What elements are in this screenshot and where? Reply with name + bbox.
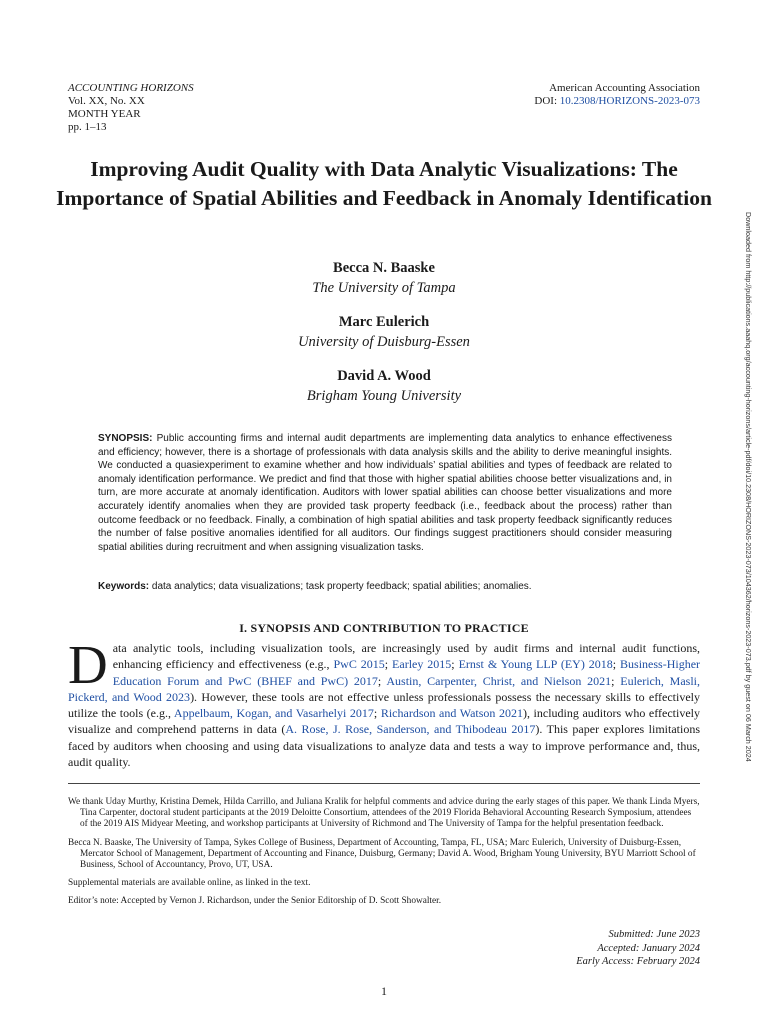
paper-title: Improving Audit Quality with Data Analytic Visualizations: The Importance of Spatial Abilities and Feedback in Anomaly Identification (56, 157, 712, 210)
citation-separator: ; (612, 657, 621, 672)
citation-separator: ; (451, 657, 459, 672)
publisher-name: American Accounting Association (549, 82, 700, 94)
citation-link[interactable]: Eulerich, Masli, Pickerd, and Wood 2023 (68, 673, 700, 704)
journal-name: ACCOUNTING HORIZONS (68, 82, 194, 94)
author-name: Becca N. Baaske (333, 260, 435, 276)
author-block-1 (0, 258, 768, 298)
citation-link[interactable]: Earley 2015 (392, 657, 452, 672)
citation-separator: ; (384, 657, 393, 672)
author-affiliation: The University of Tampa (312, 280, 456, 296)
author-name: Marc Eulerich (338, 314, 430, 330)
section-heading: I. SYNOPSIS AND CONTRIBUTION TO PRACTICE (239, 621, 529, 635)
doi-line (534, 95, 700, 108)
page-range: pp. 1–13 (68, 121, 107, 133)
keywords-label: Keywords: (98, 581, 150, 592)
volume-issue: Vol. XX, No. XX (68, 95, 145, 107)
intro-paragraph (68, 634, 701, 770)
journal-header (68, 82, 194, 134)
body-text: ), including auditors who effectively visualize and comprehend patterns in data ( (68, 706, 700, 737)
supplemental-note: Supplemental materials are available online, as linked in the text. (68, 878, 311, 889)
citation-link[interactable]: Austin, Carpenter, Christ, and Nielson 2021 (386, 673, 612, 688)
early-access-date: Early Access: February 2024 (576, 956, 700, 967)
page-number: 1 (381, 984, 387, 998)
publisher-header (534, 82, 700, 108)
citation-link[interactable]: Ernst & Young LLP (EY) 2018 (458, 657, 613, 672)
citation-link[interactable]: Business-Higher Education Forum and PwC (BHEF and PwC) 2017 (112, 657, 701, 688)
publication-dates (576, 928, 700, 969)
submitted-date: Submitted: June 2023 (608, 929, 700, 940)
body-text: ata analytic tools, including visualization tools, are increasingly used by audit firms and internal audit functions, enhancing efficiency and effectiveness (e.g., (112, 641, 700, 672)
author-affiliation: Brigham Young University (306, 388, 462, 404)
citation-separator: ; (611, 673, 621, 688)
download-sidebar (741, 212, 753, 812)
author-block-3 (0, 366, 768, 406)
author-affiliation: University of Duisburg-Essen (298, 334, 470, 350)
doi-link[interactable]: 10.2308/HORIZONS-2023-073 (559, 95, 700, 107)
synopsis-text: Public accounting firms and internal audit departments are implementing data analytics to enhance effectiveness and efficiency; however, there is a shortage of professionals with data analysis skills and the ability to derive meaningful insights. We conducted a quasiexperiment to examine whether and how individuals’ spatial abilities and types of feedback are related to anomaly identification performance. We predict and find that those with higher spatial abilities choose better visualizations and, in turn, are more accurate at anomaly identification. Auditors with lower spatial abilities can choose better visualizations and more accurately identify anomalies when they are provided task property feedback (i.e., feedback about the process) rather than outcome feedback or no feedback. Finally, a combination of high spatial abilities and task property feedback significantly reduces the number of false positive anomalies identified for all auditors. Our findings suggest practitioners should consider measuring spatial abilities during recruitment and when assigning visualization tasks. (98, 433, 672, 553)
keywords (98, 580, 672, 593)
body-text: ). This paper explores limitations faced by auditors when choosing and using data visualizations to analyze data and tests a way to improve performance and, thus, audit quality. (68, 722, 700, 770)
citation-separator: ; (377, 673, 387, 688)
synopsis-label: SYNOPSIS: (98, 433, 153, 444)
editor-note: Editor’s note: Accepted by Vernon J. Richardson, under the Senior Editorship of D. Scott Showalter. (68, 896, 442, 907)
citation-link[interactable]: PwC 2015 (333, 657, 385, 672)
doi-label: DOI: (534, 95, 560, 107)
synopsis (98, 432, 672, 554)
footnotes (68, 797, 700, 915)
citation-separator: ; (373, 706, 381, 721)
keywords-text: data analytics; data visualizations; task property feedback; spatial abilities; anomalies. (149, 581, 532, 592)
author-name: David A. Wood (337, 368, 431, 384)
month-year: MONTH YEAR (68, 108, 141, 120)
citation-link[interactable]: A. Rose, J. Rose, Sanderson, and Thibodeau 2017 (285, 722, 536, 737)
citation-link[interactable]: Appelbaum, Kogan, and Vasarhelyi 2017 (173, 706, 374, 721)
download-notice: Downloaded from http://publications.aaahq.org/accounting-horizons/article-pdf/doi/10.2308/HORIZONS-2023-073/104362/horizons-2023-073.pdf by guest on 06 March 2024 (744, 212, 753, 762)
footnote-divider (68, 783, 700, 784)
affiliations-note: Becca N. Baaske, The University of Tampa, Sykes College of Business, Department of Accounting, Tampa, FL, USA; Marc Eulerich, University of Duisburg-Essen, Mercator School of Management, Department of Accounting and Finance, Duisburg, Germany; David A. Wood, Brigham Young University, BYU Marriott School of Business, School of Accountancy, Provo, UT, USA. (68, 837, 696, 871)
acknowledgments-note: We thank Uday Murthy, Kristina Demek, Hilda Carrillo, and Juliana Kralik for helpful comments and advice during the early stages of this paper. We thank Linda Myers, Tina Carpenter, doctoral student participants at the 2019 Deloitte Consortium, attendees of the 2019 Florida Behavioral Accounting Research Symposium, attendees of the 2019 AIS Midyear Meeting, and workshop participants at University of Richmond and The University of Tampa for the helpful presentation feedback. (68, 797, 700, 830)
body-text: ). However, these tools are not effective unless professionals possess the necessary skills to effectively utilize the tools (e.g., (68, 689, 700, 721)
accepted-date: Accepted: January 2024 (597, 942, 700, 954)
citation-link[interactable]: Richardson and Watson 2021 (380, 706, 523, 721)
author-block-2 (0, 312, 768, 352)
drop-cap: D (68, 634, 108, 695)
